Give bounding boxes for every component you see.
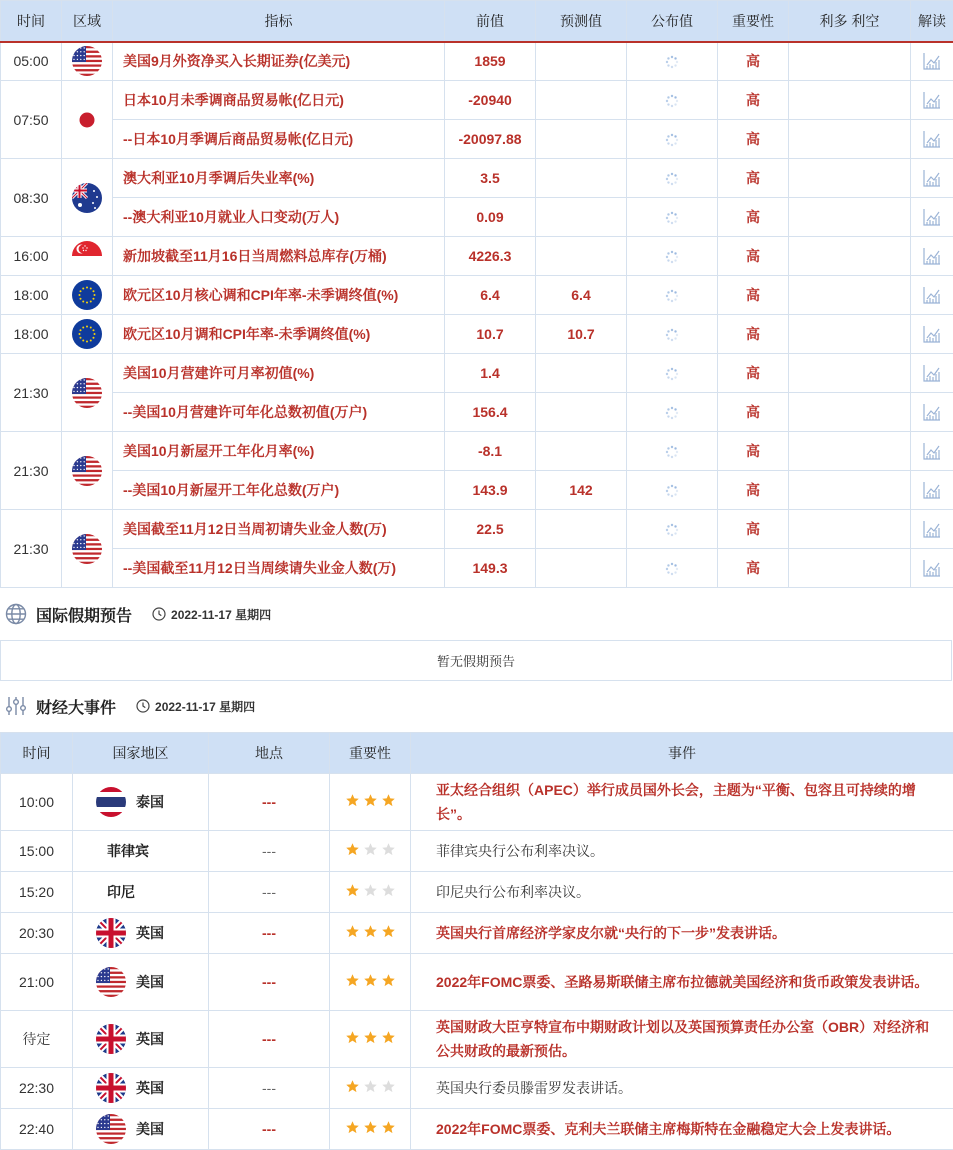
impact-value	[789, 315, 911, 354]
star-icon	[345, 924, 360, 939]
importance-value: 高	[718, 471, 789, 510]
previous-value: 3.5	[445, 159, 536, 198]
impact-value	[789, 120, 911, 159]
impact-value	[789, 237, 911, 276]
event-row	[1, 1068, 953, 1109]
loading-spinner-icon	[665, 94, 679, 108]
star-icon	[363, 793, 378, 808]
event-place: ---	[209, 1068, 330, 1109]
globe-icon	[4, 602, 28, 626]
region-cell	[62, 42, 113, 81]
star-icon	[381, 842, 396, 857]
event-description: 菲律宾央行公布利率决议。	[411, 831, 953, 872]
star-icon	[345, 842, 360, 857]
us-flag-icon	[72, 378, 102, 408]
event-place: ---	[209, 774, 330, 831]
region-cell	[62, 510, 113, 588]
event-row	[1, 1011, 953, 1068]
importance-value: 高	[718, 120, 789, 159]
importance-stars	[345, 1030, 396, 1045]
interpretation-cell[interactable]	[911, 81, 953, 120]
importance-stars	[345, 1120, 396, 1135]
col-header-time: 时间	[1, 1, 62, 42]
thailand-flag-icon	[96, 787, 126, 817]
star-icon	[381, 1030, 396, 1045]
region-cell	[62, 432, 113, 510]
previous-value: -8.1	[445, 432, 536, 471]
star-icon	[381, 1079, 396, 1094]
release-time: 05:00	[1, 42, 62, 81]
uk-flag-icon	[96, 1024, 126, 1054]
event-row	[1, 954, 953, 1011]
us-flag-icon	[96, 1114, 126, 1144]
event-country-cell	[73, 1068, 209, 1109]
indicator-name[interactable]: 日本10月未季调商品贸易帐(亿日元)	[113, 81, 445, 120]
impact-value	[789, 198, 911, 237]
event-country-cell	[73, 913, 209, 954]
event-place: ---	[209, 831, 330, 872]
importance-stars	[345, 883, 396, 898]
events-table-body	[1, 774, 953, 1150]
event-place: ---	[209, 913, 330, 954]
event-description: 英国央行首席经济学家皮尔就“央行的下一步”发表讲话。	[411, 913, 953, 954]
indicator-name[interactable]: --日本10月季调后商品贸易帐(亿日元)	[113, 120, 445, 159]
us-flag-icon	[72, 46, 102, 76]
indicator-name[interactable]: 美国10月营建许可月率初值(%)	[113, 354, 445, 393]
actual-value	[627, 549, 718, 588]
actual-value	[627, 354, 718, 393]
region-cell	[62, 81, 113, 159]
events-section-header	[0, 688, 953, 724]
col-header-actual: 公布值	[627, 1, 718, 42]
event-country-name: 美国	[136, 1119, 164, 1139]
data-table-row	[1, 159, 953, 198]
col-header-region: 区域	[62, 1, 113, 42]
event-time: 22:30	[1, 1068, 73, 1109]
actual-value	[627, 159, 718, 198]
impact-value	[789, 549, 911, 588]
actual-value	[627, 510, 718, 549]
importance-value: 高	[718, 315, 789, 354]
star-icon	[381, 973, 396, 988]
data-table-row	[1, 315, 953, 354]
data-table-row	[1, 237, 953, 276]
event-row	[1, 831, 953, 872]
star-icon	[363, 973, 378, 988]
interpretation-cell[interactable]	[911, 198, 953, 237]
importance-value: 高	[718, 198, 789, 237]
event-importance	[330, 872, 411, 913]
star-icon	[363, 842, 378, 857]
release-time: 21:30	[1, 510, 62, 588]
forecast-value	[536, 120, 627, 159]
star-icon	[363, 1030, 378, 1045]
loading-spinner-icon	[665, 523, 679, 537]
forecast-value	[536, 354, 627, 393]
actual-value	[627, 198, 718, 237]
previous-value: 6.4	[445, 276, 536, 315]
data-table-row	[1, 42, 953, 81]
importance-stars	[345, 842, 396, 857]
star-icon	[381, 793, 396, 808]
indicator-name[interactable]: 欧元区10月核心调和CPI年率-未季调终值(%)	[113, 276, 445, 315]
loading-spinner-icon	[665, 55, 679, 69]
release-time: 16:00	[1, 237, 62, 276]
event-country-name: 菲律宾	[107, 841, 149, 861]
events-col-header-time: 时间	[1, 733, 73, 774]
impact-value	[789, 354, 911, 393]
data-table-row	[1, 120, 953, 159]
chart-analysis-icon[interactable]	[922, 441, 942, 461]
indicator-name[interactable]: 欧元区10月调和CPI年率-未季调终值(%)	[113, 315, 445, 354]
events-col-header-event: 事件	[411, 733, 953, 774]
event-time: 10:00	[1, 774, 73, 831]
actual-value	[627, 237, 718, 276]
star-icon	[381, 1120, 396, 1135]
chart-analysis-icon[interactable]	[922, 285, 942, 305]
region-cell	[62, 159, 113, 237]
actual-value	[627, 81, 718, 120]
event-description: 2022年FOMC票委、圣路易斯联储主席布拉德就美国经济和货币政策发表讲话。	[411, 954, 953, 1011]
japan-flag-icon	[72, 105, 102, 135]
impact-value	[789, 81, 911, 120]
col-header-interpretation: 解读	[911, 1, 953, 42]
interpretation-cell[interactable]	[911, 237, 953, 276]
chart-analysis-icon[interactable]	[922, 207, 942, 227]
forecast-value	[536, 393, 627, 432]
star-icon	[345, 883, 360, 898]
importance-value: 高	[718, 42, 789, 81]
actual-value	[627, 393, 718, 432]
interpretation-cell[interactable]	[911, 276, 953, 315]
star-icon	[345, 1030, 360, 1045]
event-importance	[330, 954, 411, 1011]
events-date: 2022-11-17 星期四	[155, 698, 255, 715]
event-time: 21:00	[1, 954, 73, 1011]
event-time: 待定	[1, 1011, 73, 1068]
star-icon	[363, 924, 378, 939]
forecast-value: 10.7	[536, 315, 627, 354]
chart-analysis-icon[interactable]	[922, 519, 942, 539]
release-time: 07:50	[1, 81, 62, 159]
event-row	[1, 774, 953, 831]
indicator-name[interactable]: --美国10月营建许可年化总数初值(万户)	[113, 393, 445, 432]
event-importance	[330, 1011, 411, 1068]
event-importance	[330, 1109, 411, 1150]
previous-value: 0.09	[445, 198, 536, 237]
holiday-section-title: 国际假期预告	[36, 603, 132, 626]
event-time: 20:30	[1, 913, 73, 954]
event-importance	[330, 831, 411, 872]
interpretation-cell[interactable]	[911, 354, 953, 393]
loading-spinner-icon	[665, 328, 679, 342]
star-icon	[345, 1079, 360, 1094]
forecast-value	[536, 237, 627, 276]
star-icon	[363, 883, 378, 898]
events-table	[0, 732, 953, 1150]
previous-value: 10.7	[445, 315, 536, 354]
forecast-value	[536, 42, 627, 81]
event-time: 15:00	[1, 831, 73, 872]
loading-spinner-icon	[665, 250, 679, 264]
event-country-cell	[73, 1109, 209, 1150]
region-cell	[62, 315, 113, 354]
loading-spinner-icon	[665, 289, 679, 303]
chart-analysis-icon[interactable]	[922, 402, 942, 422]
interpretation-cell[interactable]	[911, 42, 953, 81]
importance-stars	[345, 924, 396, 939]
previous-value: 156.4	[445, 393, 536, 432]
loading-spinner-icon	[665, 562, 679, 576]
importance-value: 高	[718, 432, 789, 471]
indicator-name[interactable]: 美国10月新屋开工年化月率(%)	[113, 432, 445, 471]
actual-value	[627, 315, 718, 354]
loading-spinner-icon	[665, 406, 679, 420]
actual-value	[627, 471, 718, 510]
interpretation-cell[interactable]	[911, 159, 953, 198]
loading-spinner-icon	[665, 172, 679, 186]
release-time: 21:30	[1, 354, 62, 432]
indicator-name[interactable]: 美国9月外资净买入长期证券(亿美元)	[113, 42, 445, 81]
loading-spinner-icon	[665, 211, 679, 225]
singapore-flag-icon	[72, 241, 102, 271]
region-cell	[62, 237, 113, 276]
col-header-importance: 重要性	[718, 1, 789, 42]
previous-value: 22.5	[445, 510, 536, 549]
events-col-header-importance: 重要性	[330, 733, 411, 774]
holiday-date: 2022-11-17 星期四	[171, 606, 271, 623]
importance-stars	[345, 973, 396, 988]
interpretation-cell[interactable]	[911, 315, 953, 354]
impact-value	[789, 510, 911, 549]
importance-value: 高	[718, 159, 789, 198]
event-description: 英国财政大臣亨特宣布中期财政计划以及英国预算责任办公室（OBR）对经济和公共财政的最新预估。	[411, 1011, 953, 1068]
event-importance	[330, 774, 411, 831]
event-country-cell	[73, 1011, 209, 1068]
previous-value: 1.4	[445, 354, 536, 393]
us-flag-icon	[72, 456, 102, 486]
eu-flag-icon	[72, 280, 102, 310]
previous-value: 149.3	[445, 549, 536, 588]
release-time: 18:00	[1, 276, 62, 315]
events-section-title: 财经大事件	[36, 695, 116, 718]
data-table-body	[1, 42, 953, 588]
star-icon	[381, 924, 396, 939]
event-country-cell	[73, 872, 209, 913]
star-icon	[381, 883, 396, 898]
data-table-row	[1, 510, 953, 549]
chart-analysis-icon[interactable]	[922, 324, 942, 344]
previous-value: -20940	[445, 81, 536, 120]
impact-value	[789, 393, 911, 432]
us-flag-icon	[72, 534, 102, 564]
chart-analysis-icon[interactable]	[922, 363, 942, 383]
chart-analysis-icon[interactable]	[922, 51, 942, 71]
interpretation-cell[interactable]	[911, 120, 953, 159]
forecast-value	[536, 549, 627, 588]
previous-value: 1859	[445, 42, 536, 81]
events-col-header-country: 国家地区	[73, 733, 209, 774]
australia-flag-icon	[72, 183, 102, 213]
impact-value	[789, 276, 911, 315]
loading-spinner-icon	[665, 445, 679, 459]
chart-analysis-icon[interactable]	[922, 246, 942, 266]
previous-value: 4226.3	[445, 237, 536, 276]
indicator-name[interactable]: 新加坡截至11月16日当周燃料总库存(万桶)	[113, 237, 445, 276]
importance-value: 高	[718, 237, 789, 276]
importance-stars	[345, 793, 396, 808]
loading-spinner-icon	[665, 133, 679, 147]
importance-stars	[345, 1079, 396, 1094]
event-country-name: 英国	[136, 1029, 164, 1049]
col-header-previous: 前值	[445, 1, 536, 42]
forecast-value	[536, 198, 627, 237]
event-time: 15:20	[1, 872, 73, 913]
event-country-name: 英国	[136, 1078, 164, 1098]
event-place: ---	[209, 954, 330, 1011]
interpretation-cell[interactable]	[911, 549, 953, 588]
star-icon	[363, 1079, 378, 1094]
importance-value: 高	[718, 354, 789, 393]
data-table-row	[1, 354, 953, 393]
us-flag-icon	[96, 967, 126, 997]
region-cell	[62, 354, 113, 432]
release-time: 08:30	[1, 159, 62, 237]
previous-value: -20097.88	[445, 120, 536, 159]
loading-spinner-icon	[665, 367, 679, 381]
star-icon	[363, 1120, 378, 1135]
actual-value	[627, 120, 718, 159]
uk-flag-icon	[96, 1073, 126, 1103]
event-place: ---	[209, 1011, 330, 1068]
interpretation-cell[interactable]	[911, 393, 953, 432]
star-icon	[345, 973, 360, 988]
interpretation-cell[interactable]	[911, 432, 953, 471]
event-place: ---	[209, 872, 330, 913]
impact-value	[789, 471, 911, 510]
clock-icon	[136, 699, 150, 713]
data-table-row	[1, 81, 953, 120]
star-icon	[345, 1120, 360, 1135]
importance-value: 高	[718, 510, 789, 549]
col-header-impact: 利多 利空	[789, 1, 911, 42]
data-table-row	[1, 393, 953, 432]
forecast-value	[536, 432, 627, 471]
col-header-indicator: 指标	[113, 1, 445, 42]
chart-analysis-icon[interactable]	[922, 129, 942, 149]
chart-analysis-icon[interactable]	[922, 90, 942, 110]
event-importance	[330, 1068, 411, 1109]
forecast-value: 6.4	[536, 276, 627, 315]
data-table-row	[1, 471, 953, 510]
event-place: ---	[209, 1109, 330, 1150]
event-row	[1, 913, 953, 954]
impact-value	[789, 42, 911, 81]
event-description: 英国央行委员滕雷罗发表讲话。	[411, 1068, 953, 1109]
indicator-name[interactable]: --美国截至11月12日当周续请失业金人数(万)	[113, 549, 445, 588]
forecast-value	[536, 159, 627, 198]
event-row	[1, 872, 953, 913]
event-description: 2022年FOMC票委、克利夫兰联储主席梅斯特在金融稳定大会上发表讲话。	[411, 1109, 953, 1150]
release-time: 21:30	[1, 432, 62, 510]
release-time: 18:00	[1, 315, 62, 354]
chart-analysis-icon[interactable]	[922, 480, 942, 500]
sliders-icon	[4, 694, 28, 718]
event-country-name: 泰国	[136, 792, 164, 812]
importance-value: 高	[718, 393, 789, 432]
event-country-name: 英国	[136, 923, 164, 943]
data-table-row	[1, 432, 953, 471]
loading-spinner-icon	[665, 484, 679, 498]
indicator-name[interactable]: 澳大利亚10月季调后失业率(%)	[113, 159, 445, 198]
data-table-row	[1, 198, 953, 237]
previous-value: 143.9	[445, 471, 536, 510]
clock-icon	[152, 607, 166, 621]
event-time: 22:40	[1, 1109, 73, 1150]
events-table-header-row	[1, 733, 953, 774]
event-description: 印尼央行公布利率决议。	[411, 872, 953, 913]
forecast-value	[536, 81, 627, 120]
holiday-empty-notice: 暂无假期预告	[0, 640, 952, 681]
actual-value	[627, 432, 718, 471]
star-icon	[345, 793, 360, 808]
impact-value	[789, 159, 911, 198]
importance-value: 高	[718, 81, 789, 120]
region-cell	[62, 276, 113, 315]
data-table-row	[1, 276, 953, 315]
chart-analysis-icon[interactable]	[922, 168, 942, 188]
event-country-name: 印尼	[107, 882, 135, 902]
actual-value	[627, 276, 718, 315]
col-header-forecast: 预测值	[536, 1, 627, 42]
event-country-name: 美国	[136, 972, 164, 992]
indicator-name[interactable]: --美国10月新屋开工年化总数(万户)	[113, 471, 445, 510]
holiday-section-header	[0, 596, 953, 632]
interpretation-cell[interactable]	[911, 510, 953, 549]
interpretation-cell[interactable]	[911, 471, 953, 510]
data-table-header-row	[1, 1, 953, 42]
event-row	[1, 1109, 953, 1150]
forecast-value: 142	[536, 471, 627, 510]
events-col-header-place: 地点	[209, 733, 330, 774]
impact-value	[789, 432, 911, 471]
importance-value: 高	[718, 276, 789, 315]
indicator-name[interactable]: 美国截至11月12日当周初请失业金人数(万)	[113, 510, 445, 549]
event-importance	[330, 913, 411, 954]
data-table-row	[1, 549, 953, 588]
uk-flag-icon	[96, 918, 126, 948]
eu-flag-icon	[72, 319, 102, 349]
event-country-cell	[73, 954, 209, 1011]
event-country-cell	[73, 774, 209, 831]
actual-value	[627, 42, 718, 81]
event-country-cell	[73, 831, 209, 872]
indicator-name[interactable]: --澳大利亚10月就业人口变动(万人)	[113, 198, 445, 237]
forecast-value	[536, 510, 627, 549]
event-description: 亚太经合组织（APEC）举行成员国外长会，主题为“平衡、包容且可持续的增长”。	[411, 774, 953, 831]
importance-value: 高	[718, 549, 789, 588]
chart-analysis-icon[interactable]	[922, 558, 942, 578]
